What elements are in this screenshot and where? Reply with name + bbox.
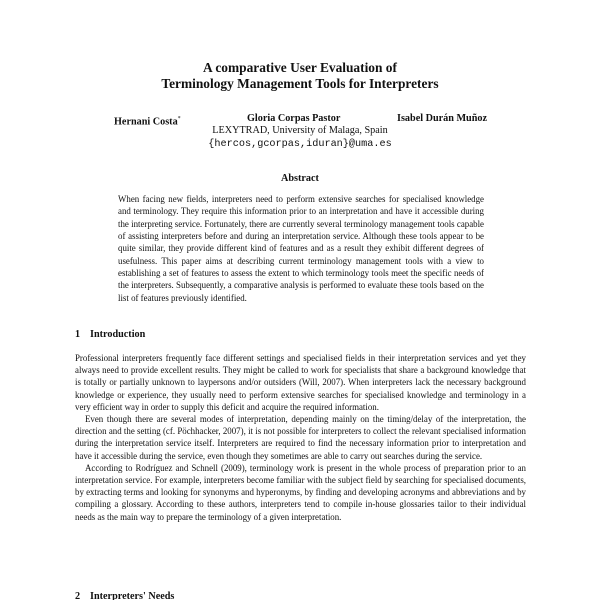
author-name: Isabel Durán Muñoz — [397, 113, 488, 124]
abstract-body: When facing new fields, interpreters need to perform extensive searches for specialised knowledge and terminology. They require this information prior to an interpretation and have it accessible during the interpreting service. Fortunately, there are currently several terminology management tools capable of assisting interpreters before and during an interpretation service. Although these tools appear to be quite similar, they provide different kind of features and as a result they exhibit different degrees of usefulness. This paper aims at describing current terminology management tools with a view to establishing a set of features to assess the extent to which terminology tools meet the specific needs of the interpreters. Subsequently, a comparative analysis is performed to evaluate these tools based on the list of features previously identified. — [118, 194, 484, 303]
section-number: 2 — [75, 591, 81, 600]
section-heading-introduction — [75, 328, 145, 342]
section-title: Introduction — [90, 329, 146, 340]
author-email: {hercos,gcorpas,iduran}@uma.es — [208, 139, 392, 150]
section-number: 1 — [75, 329, 81, 340]
paragraph: Even though there are several modes of interpretation, depending mainly on the timing/delay of the interpretation, the direction and the setting (cf. Pöchhacker, 2007), it is not possible for interpreters to collect the relevant specialised information during the interpretation service itself. Interpreters are required to find the necessary information prior to interpretation and have it accessible during the service, even though they sometimes are able to carry out searches during the service. — [75, 414, 526, 461]
title-line-1: A comparative User Evaluation of — [203, 60, 397, 75]
author-name: Hernani Costa* — [114, 116, 181, 128]
author-footnote-mark: * — [177, 116, 181, 122]
title-line-2: Terminology Management Tools for Interpreters — [161, 76, 439, 91]
introduction-body — [75, 352, 526, 523]
affiliation: LEXYTRAD, University of Malaga, Spain — [212, 125, 388, 136]
paragraph: Professional interpreters frequently face different settings and specialised fields in their interpretation services and yet they always need to provide excellent results. They might be called to work for specialists that share a background knowledge that is totally or partially unknown to laypersons and/or outsiders (Will, 2007). When interpreters lack the necessary background knowledge or experience, they usually need to perform extensive searches for specialised knowledge and terminology in a very efficient way in order to supply this deficit and acquire the required information. — [75, 353, 526, 412]
paragraph: According to Rodríguez and Schnell (2009), terminology work is present in the whole process of preparation prior to an interpretation service. For example, interpreters become familiar with the subject field by searching for specialised documents, by extracting terms and looking for synonyms and hyperonyms, by finding and developing acronyms and abbreviations and by compiling a glossary. According to these authors, interpreters tend to compile in-house glossaries tailor to their individual needs as the main way to prepare the terminology of a given interpretation. — [75, 462, 526, 522]
abstract-heading: Abstract — [281, 173, 319, 184]
author-name: Gloria Corpas Pastor — [247, 113, 341, 124]
paper-title — [0, 60, 600, 92]
section-title: Interpreters' Needs — [90, 591, 175, 600]
section-heading-interpreters-needs — [75, 590, 174, 600]
